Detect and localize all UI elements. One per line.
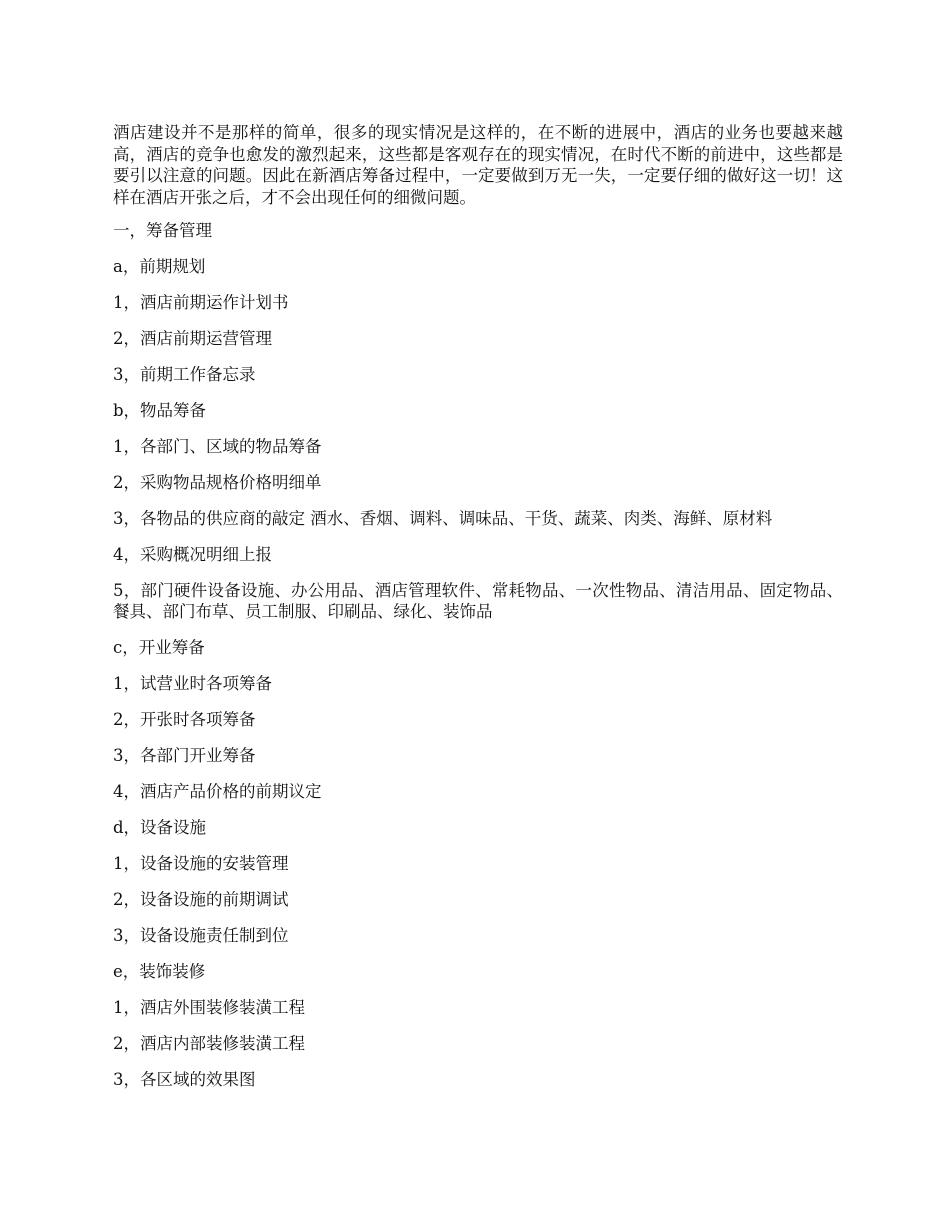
subsection-heading: c，开业筹备 [113,638,205,657]
list-item: 3，各部门开业筹备 [113,746,256,765]
subsection-heading: d，设备设施 [113,818,207,837]
list-item: 3，设备设施责任制到位 [113,926,289,945]
list-item: 2，采购物品规格价格明细单 [113,473,322,492]
list-item: 3，各区域的效果图 [113,1070,256,1089]
list-item: 2，设备设施的前期调试 [113,890,289,909]
list-item: 1，各部门、区域的物品筹备 [113,437,322,456]
list-item: 1，酒店外围装修装潢工程 [113,998,305,1017]
list-item: 2，酒店前期运营管理 [113,329,272,348]
subsection-heading: b，物品筹备 [113,401,207,420]
subsection-heading: a，前期规划 [113,257,206,276]
list-item: 2，酒店内部装修装潢工程 [113,1034,305,1053]
list-item: 3，各物品的供应商的敲定 酒水、香烟、调料、调味品、干货、蔬菜、肉类、海鲜、原材料 [113,509,773,528]
list-item: 4，酒店产品价格的前期议定 [113,782,322,801]
document-page [113,122,843,1105]
section-heading: 一，筹备管理 [113,221,212,240]
intro-paragraph: 酒店建设并不是那样的简单，很多的现实情况是这样的，在不断的进展中，酒店的业务也要越来越高，酒店的竞争也愈发的激烈起来，这些都是客观存在的现实情况，在时代不断的前进中，这些都是要引以注意的问题。因此在新酒店筹备过程中，一定要做到万无一失，一定要仔细的做好这一切！这样在酒店开张之后，才不会出现任何的细微问题。 [113,123,843,207]
list-item: 4，采购概况明细上报 [113,545,272,564]
list-item: 1，试营业时各项筹备 [113,674,272,693]
list-item: 3，前期工作备忘录 [113,365,256,384]
list-item: 2，开张时各项筹备 [113,710,256,729]
list-item: 5，部门硬件设备设施、办公用品、酒店管理软件、常耗物品、一次性物品、清洁用品、固定物品、餐具、部门布草、员工制服、印刷品、绿化、装饰品 [113,581,843,621]
subsection-heading: e，装饰装修 [113,962,206,981]
list-item: 1，酒店前期运作计划书 [113,293,289,312]
list-item: 1，设备设施的安装管理 [113,854,289,873]
